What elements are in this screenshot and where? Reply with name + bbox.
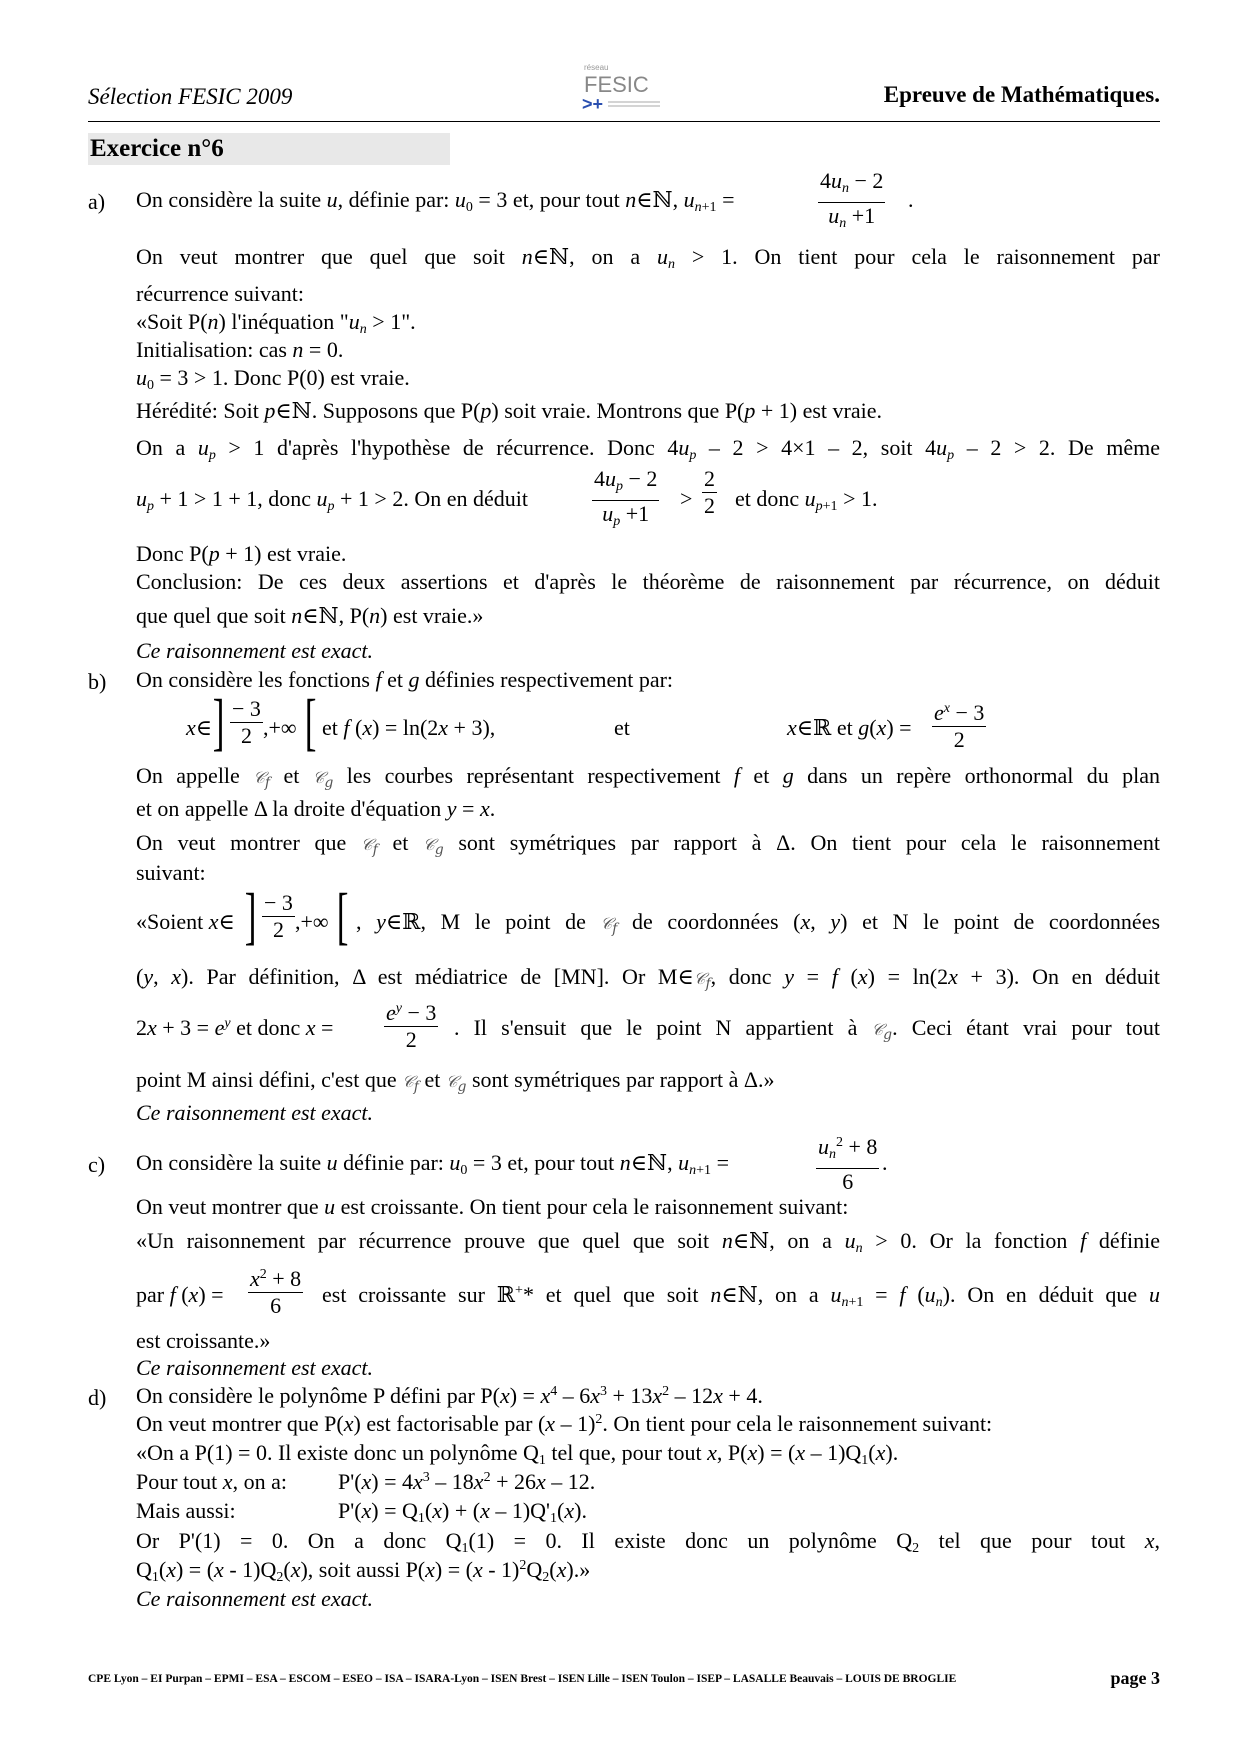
logo-main-text: FESIC [584, 72, 649, 97]
logo-small-text: réseau [584, 63, 609, 72]
a-fraction-2: $\frac{4u_p - 2}{u_p +1}$ [594, 466, 658, 529]
c-verdict: Ce raisonnement est exact. [136, 1355, 374, 1380]
header-left: Sélection FESIC 2009 [88, 84, 293, 109]
item-label-d: d) [88, 1385, 107, 1410]
a-statement: On considère la suite u, définie par: $u_0 = 3$ et, pour tout n∈ℕ, $u_{n+1}$ = [136, 187, 735, 215]
header-right: Epreuve de Mathématiques. [883, 82, 1160, 107]
exercise-title: Exercice n°6 [88, 133, 450, 165]
item-label-a: a) [88, 189, 106, 214]
footer-schools: CPE Lyon – EI Purpan – EPMI – ESA – ESCOM – ESEO – ISA – ISARA-Lyon – ISEN Brest – ISEN Lille – ISEN Toulon – ISEP – LASALLE Beauvais – LOUIS DE BROGLIE [88, 1673, 957, 1685]
fesic-logo [578, 60, 668, 120]
item-label-b: b) [88, 669, 107, 694]
a-goal: On veut montrer que quel que soit n∈ℕ, on a $u_n > 1$. On tient pour cela le raisonnement par [136, 244, 1160, 272]
d-verdict: Ce raisonnement est exact. [136, 1586, 374, 1611]
a-verdict: Ce raisonnement est exact. [136, 638, 374, 663]
a-fraction: $\frac{4u_n - 2}{u_n +1}$ [820, 168, 884, 231]
item-label-c: c) [88, 1152, 106, 1177]
header-rule [88, 121, 1160, 122]
b-verdict: Ce raisonnement est exact. [136, 1100, 374, 1125]
page-number: page 3 [1110, 1668, 1160, 1688]
svg-text:>+: >+ [582, 94, 604, 114]
